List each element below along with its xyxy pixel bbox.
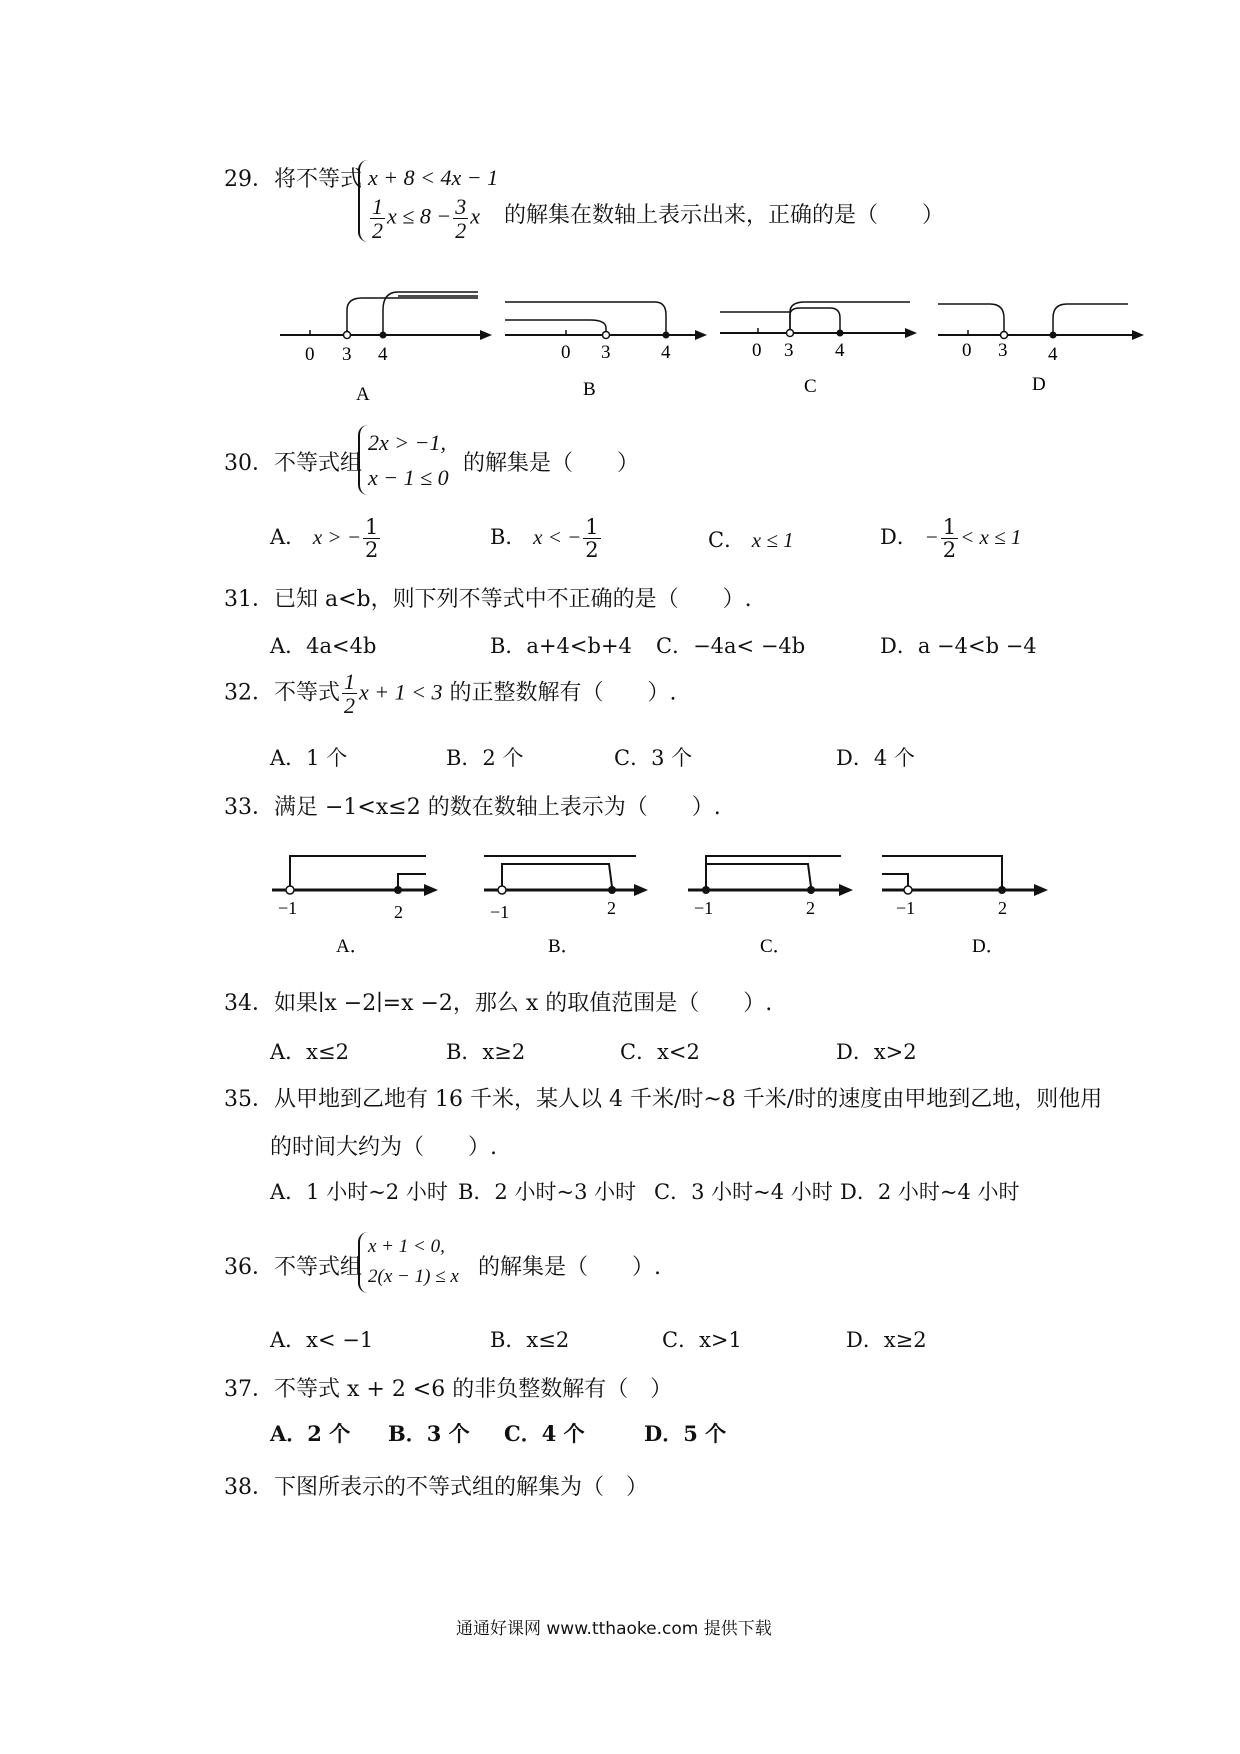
q29-axis-c: [720, 302, 917, 397]
q29-label-c: C: [804, 376, 817, 397]
q33-label-c: C．: [760, 936, 792, 957]
q36-system: [358, 1232, 459, 1293]
q33-stem: 33．满足 −1<x≤2 的数在数轴上表示为（ ）.: [224, 795, 721, 820]
q37-option-d[interactable]: D．5 个: [644, 1421, 727, 1446]
q30-post: 的解集是（ ）: [463, 451, 640, 476]
q33-d-tick-2: 2: [998, 898, 1007, 918]
q34-option-c[interactable]: C．x<2: [620, 1040, 700, 1064]
q33-axis-a: [272, 856, 438, 957]
q29-number-lines: [270, 270, 1150, 410]
q29-eq1: x + 8 < 4x − 1: [368, 165, 499, 190]
q36-option-c[interactable]: C．x>1: [662, 1328, 742, 1352]
q35-line2: 的时间大约为（ ）.: [270, 1135, 497, 1160]
q29-b-tick-3: 3: [601, 342, 611, 363]
q33-label-d: D．: [972, 936, 1005, 957]
q31-option-a[interactable]: A．4a<4b: [270, 634, 377, 658]
q29-label-d: D: [1032, 374, 1046, 395]
q38-stem: 38．下图所表示的不等式组的解集为（ ）: [224, 1475, 649, 1500]
q31-stem: 31．已知 a<b，则下列不等式中不正确的是（ ）.: [224, 587, 752, 612]
q34-option-d[interactable]: D．x>2: [836, 1040, 917, 1064]
q35-option-c[interactable]: C．3 小时~4 小时: [654, 1180, 833, 1204]
q33-axis-b: [484, 856, 648, 957]
q33-b-tick-neg1: −1: [490, 902, 510, 922]
q36-stem: 36．不等式组: [224, 1255, 363, 1280]
q31-option-d[interactable]: D．a −4<b −4: [880, 634, 1037, 658]
q35-option-b[interactable]: B．2 小时~3 小时: [458, 1180, 637, 1204]
q29-pre: 将不等式: [274, 167, 363, 192]
q37-stem: 37．不等式 x + 2 <6 的非负整数解有（ ）: [224, 1377, 673, 1402]
q30-brace: [358, 425, 449, 495]
q29-d-tick-0: 0: [962, 340, 972, 361]
q32-option-b[interactable]: B．2 个: [446, 746, 524, 770]
q30-stem: [224, 446, 362, 477]
q29-c-tick-0: 0: [752, 340, 762, 361]
q34-option-a[interactable]: A．x≤2: [270, 1040, 349, 1064]
q33-d-tick-neg1: −1: [896, 898, 916, 918]
q33-label-b: B．: [548, 936, 580, 957]
q29-eq2: $\frac{1}{2}$ x ≤ 8 − $\frac{3}{2}$ x: [372, 194, 480, 244]
q29-c-tick-3: 3: [784, 340, 794, 361]
q29-d-tick-3: 3: [998, 340, 1008, 361]
q33-label-a: A．: [336, 936, 369, 957]
q37-option-a[interactable]: A．2 个: [270, 1421, 351, 1446]
q33-c-tick-2: 2: [806, 898, 815, 918]
q29-axis-b: [505, 302, 707, 400]
q29-stem: [224, 162, 362, 193]
q33-number-lines: [266, 842, 1066, 962]
q29-axis-a: [280, 292, 492, 405]
q33-c-tick-neg1: −1: [694, 898, 714, 918]
q35-option-d[interactable]: D．2 小时~4 小时: [840, 1180, 1020, 1204]
q29-label-b: B: [583, 379, 596, 400]
q29-label-a: A: [356, 384, 370, 405]
q29-post: 的解集在数轴上表示出来，正确的是（ ）: [504, 203, 945, 228]
q32-option-a[interactable]: A．1 个: [270, 746, 348, 770]
q29-system: [358, 160, 498, 242]
q30-option-a[interactable]: A． x > − $\frac{1}{2}$: [270, 515, 379, 563]
q36-eq1: x + 1 < 0,: [368, 1236, 445, 1257]
q32-stem: 32．不等式 $\frac{1}{2}$ x + 1 < 3 的正整数解有（ ）.: [224, 669, 677, 719]
q29-d-tick-4: 4: [1048, 344, 1058, 365]
q31-option-b[interactable]: B．a+4<b+4: [490, 634, 632, 658]
q30-option-d[interactable]: D． − $\frac{1}{2}$ < x ≤ 1: [880, 515, 1022, 563]
q33-b-tick-2: 2: [607, 898, 616, 918]
q36-option-d[interactable]: D．x≥2: [846, 1328, 927, 1352]
q30-pre: 不等式组: [274, 451, 363, 476]
q36-option-a[interactable]: A．x< −1: [270, 1328, 374, 1352]
page-footer: 通通好课网 www.tthaoke.com 提供下载: [456, 1619, 772, 1639]
q33-axis-d: [882, 856, 1048, 957]
q30-option-c[interactable]: C． x ≤ 1: [708, 528, 794, 552]
q33-axis-c: [688, 856, 853, 957]
q36-post: 的解集是（ ）.: [478, 1255, 661, 1280]
q32-option-d[interactable]: D．4 个: [836, 746, 915, 770]
q29-a-tick-0: 0: [305, 344, 315, 365]
q29-a-tick-3: 3: [342, 344, 352, 365]
q36-brace: [358, 1232, 459, 1293]
q32-option-c[interactable]: C．3 个: [614, 746, 693, 770]
q30-option-b[interactable]: B． x < − $\frac{1}{2}$: [490, 515, 599, 563]
q30-number: 30．: [224, 451, 274, 476]
q29-b-tick-0: 0: [561, 342, 571, 363]
q29-number: 29．: [224, 167, 274, 192]
q37-option-c[interactable]: C．4 个: [504, 1421, 585, 1446]
q29-c-tick-4: 4: [835, 340, 845, 361]
q35-line1: 35．从甲地到乙地有 16 千米，某人以 4 千米/时~8 千米/时的速度由甲地到乙地，则他用: [224, 1087, 1103, 1112]
q36-option-b[interactable]: B．x≤2: [490, 1328, 570, 1352]
q29-b-tick-4: 4: [661, 342, 671, 363]
q33-a-tick-neg1: −1: [278, 898, 298, 918]
q29-brace: [358, 160, 498, 242]
q29-axis-d: [938, 304, 1144, 395]
q33-a-tick-2: 2: [394, 902, 403, 922]
q36-eq2: 2(x − 1) ≤ x: [368, 1266, 459, 1288]
q30-system: [358, 425, 449, 495]
q30-eq2: x − 1 ≤ 0: [368, 465, 449, 491]
q35-option-a[interactable]: A．1 小时~2 小时: [270, 1180, 448, 1204]
q37-option-b[interactable]: B．3 个: [388, 1421, 470, 1446]
q29-a-tick-4: 4: [378, 344, 388, 365]
q30-eq1: 2x > −1,: [368, 430, 446, 455]
q34-option-b[interactable]: B．x≥2: [446, 1040, 526, 1064]
q31-option-c[interactable]: C．−4a< −4b: [656, 634, 806, 658]
q34-stem: 34．如果∣x −2∣=x −2，那么 x 的取值范围是（ ）.: [224, 991, 773, 1016]
